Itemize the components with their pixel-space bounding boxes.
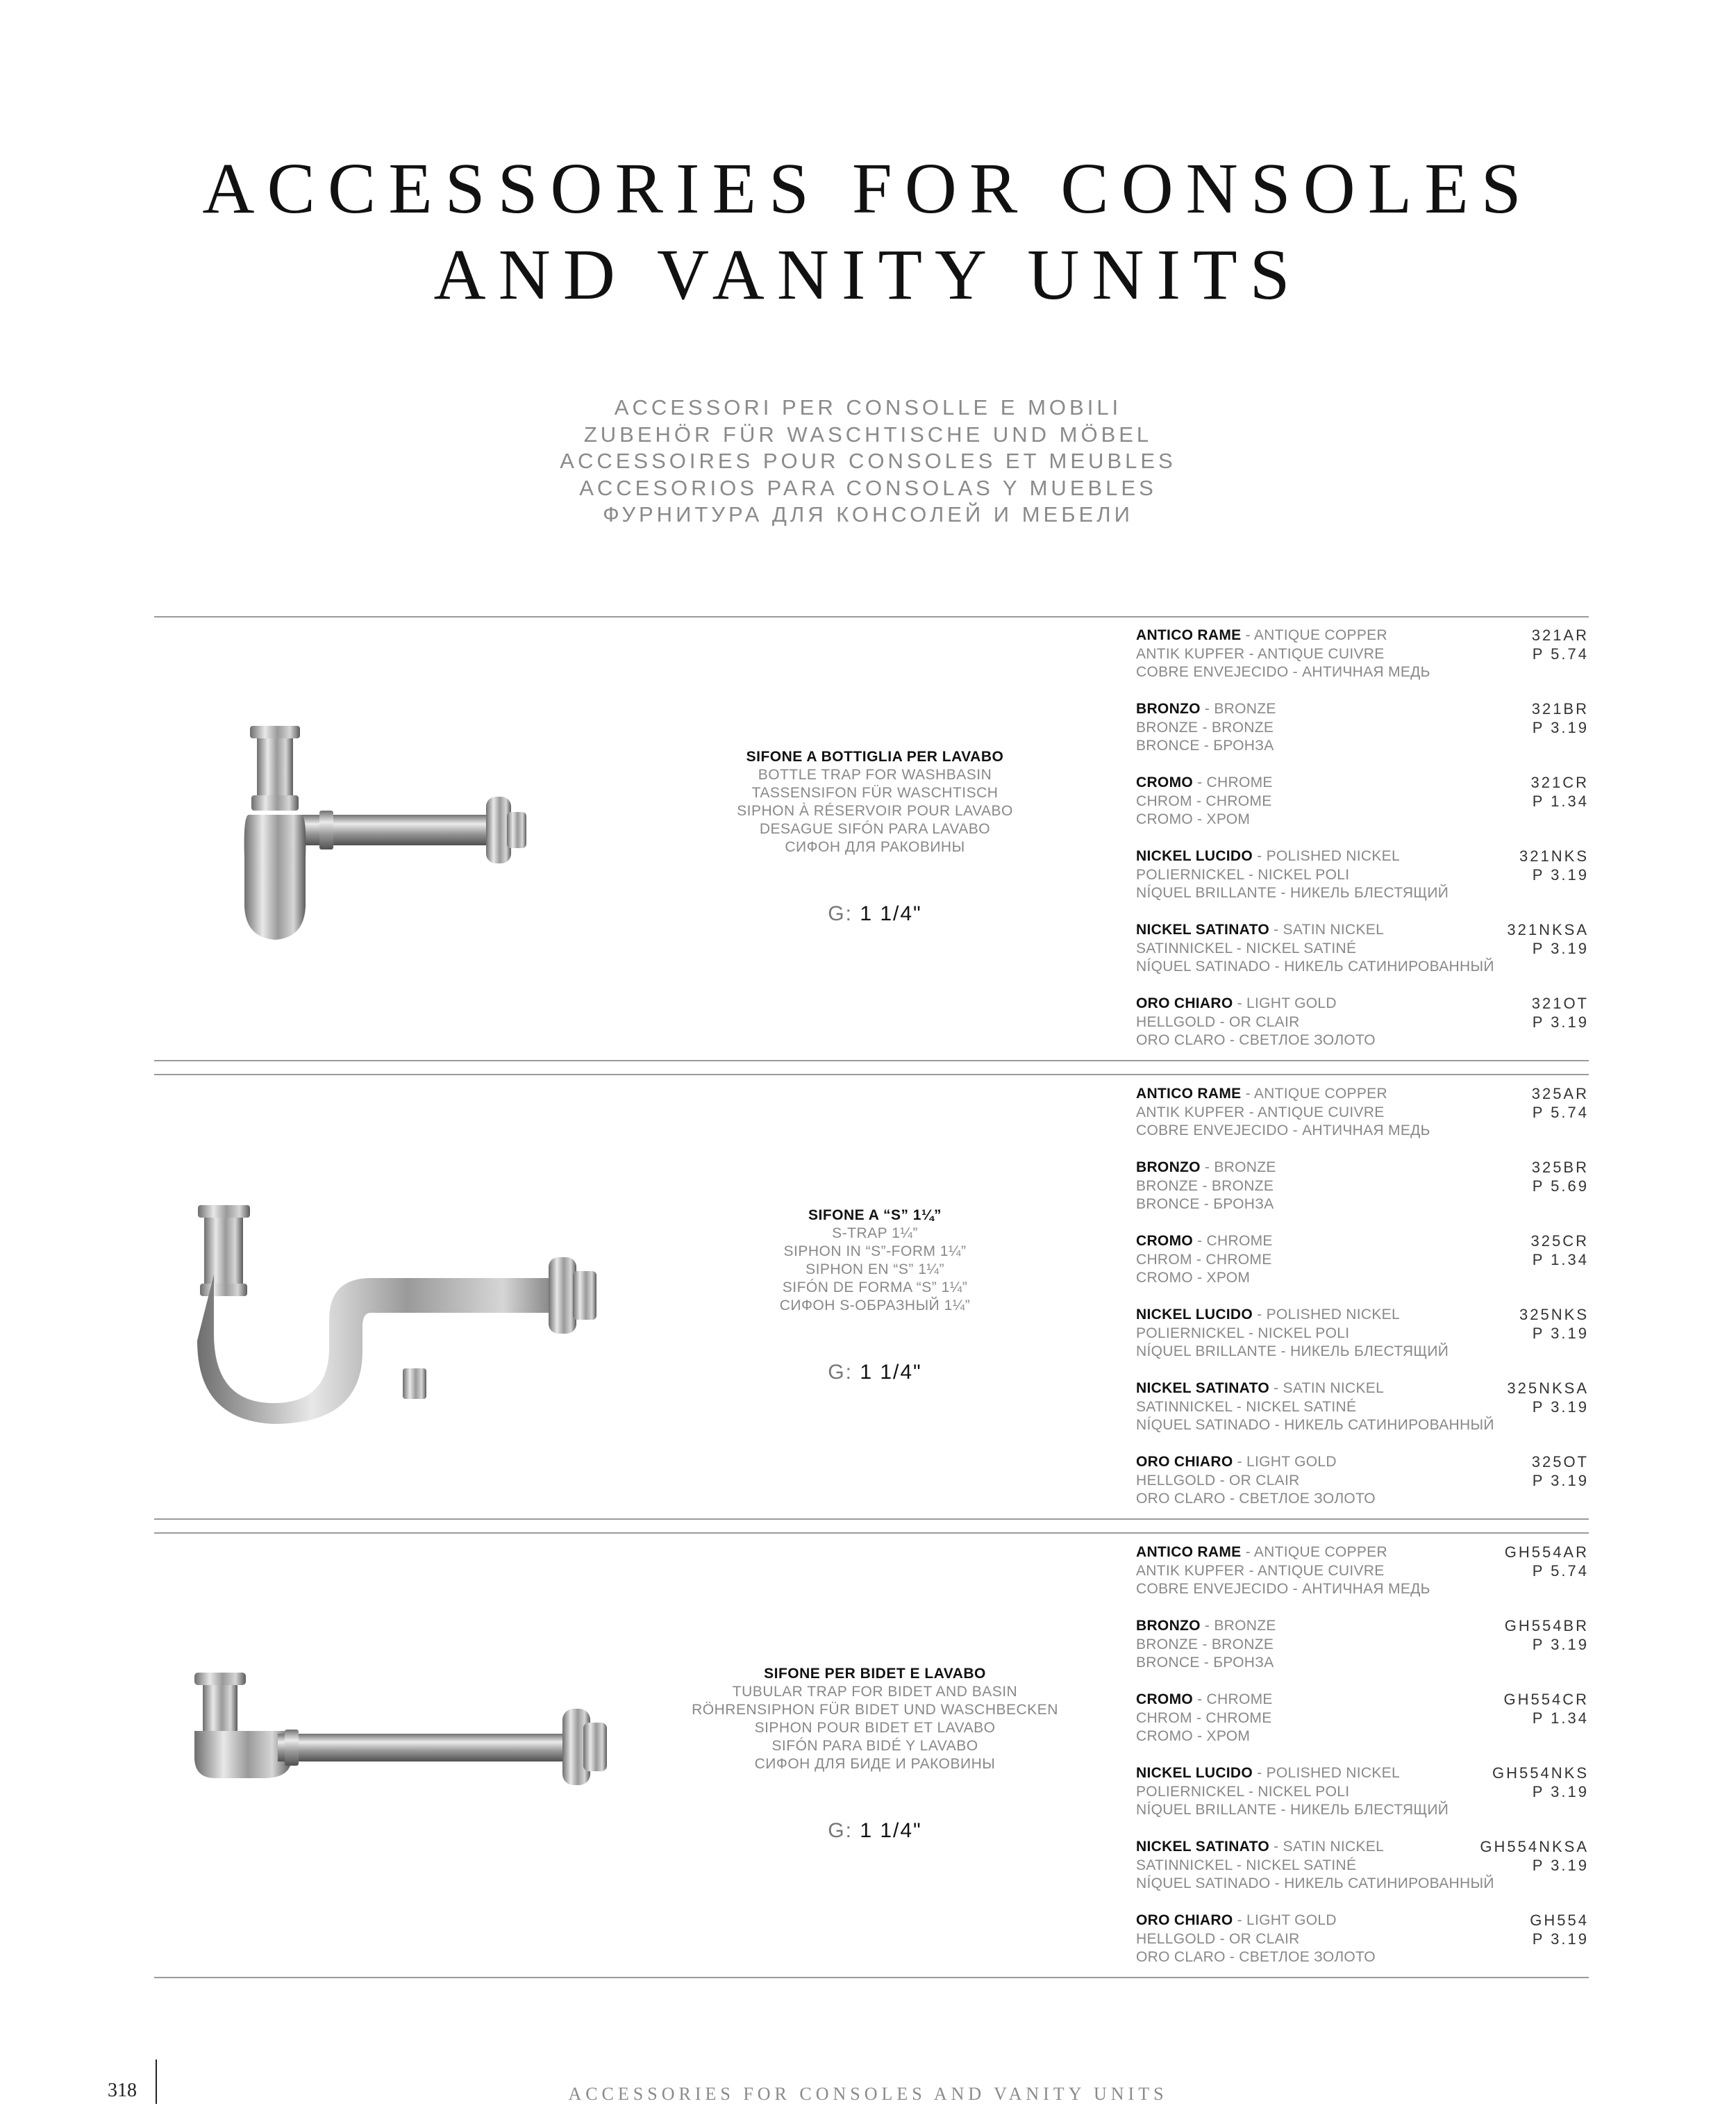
price: P 3.19 xyxy=(1532,1324,1589,1342)
finish-row: BRONZO - BRONZE BRONZE - BRONZE BRONCE - БРОНЗА GH554BR P 3.19 xyxy=(1136,1617,1589,1671)
product-translation: СИФОН S-ОБРАЗНЫЙ 1¼” xyxy=(779,1298,971,1313)
product-translation: TUBULAR TRAP FOR BIDET AND BASIN xyxy=(732,1684,1018,1700)
product-code: 325BR xyxy=(1531,1159,1589,1176)
finish-row: NICKEL SATINATO - SATIN NICKEL SATINNICKEL - NICKEL SATINÉ NÍQUEL SATINADO - НИКЕЛЬ САТИНИРОВАННЫЙ 321NKSA P 3.19 xyxy=(1136,921,1589,975)
product-code: 321OT xyxy=(1531,995,1589,1012)
product-code: 325NKS xyxy=(1519,1306,1589,1323)
product-name: SIFONE A BOTTIGLIA PER LAVABO xyxy=(746,749,1004,765)
finish-row: NICKEL SATINATO - SATIN NICKEL SATINNICKEL - NICKEL SATINÉ NÍQUEL SATINADO - НИКЕЛЬ САТИНИРОВАННЫЙ 325NKSA P 3.19 xyxy=(1136,1379,1589,1433)
divider xyxy=(154,1074,1589,1075)
product-translation: SIPHON EN “S” 1¼” xyxy=(806,1261,944,1277)
product-description xyxy=(646,1665,1104,1840)
product-code: 325CR xyxy=(1530,1232,1589,1250)
product-code: GH554NKS xyxy=(1492,1764,1589,1782)
divider xyxy=(154,1977,1589,1978)
price: P 5.74 xyxy=(1532,1103,1589,1121)
tubular-trap-image xyxy=(187,1667,618,1792)
subtitle-it: ACCESSORI PER CONSOLLE E MOBILI xyxy=(614,395,1122,420)
finish-row: NICKEL LUCIDO - POLISHED NICKEL POLIERNICKEL - NICKEL POLI NÍQUEL BRILLANTE - НИКЕЛЬ БЛЕСТЯЩИЙ 325NKS P 3.19 xyxy=(1136,1306,1589,1359)
product-code: 321CR xyxy=(1530,774,1589,791)
subtitle-translations xyxy=(0,395,1736,529)
product-translation: SIFÓN PARA BIDÉ Y LAVABO xyxy=(771,1738,978,1754)
price: P 3.19 xyxy=(1532,1856,1589,1874)
finish-row: ANTICO RAME - ANTIQUE COPPER ANTIK KUPFER - ANTIQUE CUIVRE COBRE ENVEJECIDO - АНТИЧНАЯ МЕДЬ GH554AR P 5.74 xyxy=(1136,1543,1589,1597)
finish-row: ANTICO RAME - ANTIQUE COPPER ANTIK KUPFER - ANTIQUE CUIVRE COBRE ENVEJECIDO - АНТИЧНАЯ МЕДЬ 321AR P 5.74 xyxy=(1136,627,1589,680)
finish-row: CROMO - CHROME CHROM - CHROME CROMO - ХРОМ 325CR P 1.34 xyxy=(1136,1232,1589,1286)
finish-row: ORO CHIARO - LIGHT GOLD HELLGOLD - OR CLAIR ORO CLARO - СВЕТЛОЕ ЗОЛОТО 321OT P 3.19 xyxy=(1136,995,1589,1048)
page-number: 318 xyxy=(108,2080,137,2101)
product-name: SIFONE A “S” 1¼” xyxy=(808,1207,942,1223)
divider xyxy=(154,1532,1589,1534)
product-translation: СИФОН ДЛЯ БИДЕ И РАКОВИНЫ xyxy=(754,1756,996,1772)
finish-row: BRONZO - BRONZE BRONZE - BRONZE BRONCE - БРОНЗА 325BR P 5.69 xyxy=(1136,1159,1589,1212)
price: P 3.19 xyxy=(1532,1635,1589,1653)
product-code: 321AR xyxy=(1531,627,1589,644)
product-code: GH554 xyxy=(1530,1912,1589,1929)
price: P 3.19 xyxy=(1532,865,1589,884)
divider xyxy=(154,1060,1589,1061)
subtitle-fr: ACCESSOIRES POUR CONSOLES ET MEUBLES xyxy=(560,449,1176,473)
subtitle-de: ZUBEHÖR FÜR WASCHTISCHE UND MÖBEL xyxy=(583,422,1153,447)
price: P 3.19 xyxy=(1532,1471,1589,1489)
footer-title: ACCESSORIES FOR CONSOLES AND VANITY UNITS xyxy=(568,2084,1168,2104)
finish-row: ANTICO RAME - ANTIQUE COPPER ANTIK KUPFER - ANTIQUE CUIVRE COBRE ENVEJECIDO - АНТИЧНАЯ МЕДЬ 325AR P 5.74 xyxy=(1136,1085,1589,1138)
finish-row: CROMO - CHROME CHROM - CHROME CROMO - ХРОМ 321CR P 1.34 xyxy=(1136,774,1589,827)
price: P 3.19 xyxy=(1532,1013,1589,1031)
finish-row: NICKEL LUCIDO - POLISHED NICKEL POLIERNICKEL - NICKEL POLI NÍQUEL BRILLANTE - НИКЕЛЬ БЛЕСТЯЩИЙ 321NKS P 3.19 xyxy=(1136,847,1589,901)
price: P 3.19 xyxy=(1532,1398,1589,1416)
finish-row: ORO CHIARO - LIGHT GOLD HELLGOLD - OR CLAIR ORO CLARO - СВЕТЛОЕ ЗОЛОТО 325OT P 3.19 xyxy=(1136,1453,1589,1507)
product-code: GH554NKSA xyxy=(1480,1838,1589,1855)
product-code: 325AR xyxy=(1531,1085,1589,1102)
product-translation: СИФОН ДЛЯ РАКОВИНЫ xyxy=(785,839,965,855)
price: P 5.74 xyxy=(1532,1561,1589,1580)
finish-row: CROMO - CHROME CHROM - CHROME CROMO - ХРОМ GH554CR P 1.34 xyxy=(1136,1691,1589,1744)
page-title-line-1: ACCESSORIES FOR CONSOLES xyxy=(202,149,1534,229)
product-description xyxy=(646,1207,1104,1382)
price: P 3.19 xyxy=(1532,1930,1589,1948)
price: P 5.74 xyxy=(1532,645,1589,663)
thread-size: G: 1 1/4" xyxy=(828,1361,922,1384)
product-code: GH554BR xyxy=(1504,1617,1589,1634)
page-title-line-2: AND VANITY UNITS xyxy=(433,235,1303,315)
price: P 1.34 xyxy=(1532,792,1589,810)
divider xyxy=(154,616,1589,617)
thread-size: G: 1 1/4" xyxy=(828,1819,922,1842)
s-trap-image xyxy=(194,1202,618,1445)
product-code: 321NKSA xyxy=(1507,921,1589,938)
price: P 1.34 xyxy=(1532,1250,1589,1268)
product-description xyxy=(646,748,1104,923)
product-code: 325NKSA xyxy=(1507,1379,1589,1397)
product-code: 325OT xyxy=(1531,1453,1589,1470)
product-code: 321NKS xyxy=(1519,847,1589,865)
page-title xyxy=(0,146,1736,318)
product-code: GH554CR xyxy=(1503,1691,1589,1708)
product-name: SIFONE PER BIDET E LAVABO xyxy=(764,1666,986,1682)
finish-row: BRONZO - BRONZE BRONZE - BRONZE BRONCE - БРОНЗА 321BR P 3.19 xyxy=(1136,700,1589,754)
price: P 3.19 xyxy=(1532,939,1589,957)
price: P 5.69 xyxy=(1532,1177,1589,1195)
bottle-trap-image xyxy=(236,719,556,948)
product-translation: SIPHON POUR BIDET ET LAVABO xyxy=(754,1720,996,1736)
thread-size: G: 1 1/4" xyxy=(828,902,922,925)
price: P 3.19 xyxy=(1532,1782,1589,1800)
finish-row: NICKEL SATINATO - SATIN NICKEL SATINNICKEL - NICKEL SATINÉ NÍQUEL SATINADO - НИКЕЛЬ САТИНИРОВАННЫЙ GH554NKSA P 3.19 xyxy=(1136,1838,1589,1891)
divider xyxy=(154,1518,1589,1520)
finish-row: ORO CHIARO - LIGHT GOLD HELLGOLD - OR CLAIR ORO CLARO - СВЕТЛОЕ ЗОЛОТО GH554 P 3.19 xyxy=(1136,1912,1589,1965)
product-translation: SIPHON À RÉSERVOIR POUR LAVABO xyxy=(737,803,1013,819)
product-translation: BOTTLE TRAP FOR WASHBASIN xyxy=(758,767,992,783)
product-translation: DESAGUE SIFÓN PARA LAVABO xyxy=(759,821,991,837)
product-code: GH554AR xyxy=(1504,1543,1589,1561)
price: P 3.19 xyxy=(1532,718,1589,736)
price: P 1.34 xyxy=(1532,1709,1589,1727)
product-translation: TASSENSIFON FÜR WASCHTISCH xyxy=(751,785,999,801)
product-translation: SIPHON IN “S”-FORM 1¼” xyxy=(783,1243,967,1259)
product-translation: SIFÓN DE FORMA “S” 1¼” xyxy=(782,1279,968,1295)
product-code: 321BR xyxy=(1531,700,1589,718)
finish-row: NICKEL LUCIDO - POLISHED NICKEL POLIERNICKEL - NICKEL POLI NÍQUEL BRILLANTE - НИКЕЛЬ БЛЕСТЯЩИЙ GH554NKS P 3.19 xyxy=(1136,1764,1589,1818)
subtitle-es: ACCESORIOS PARA CONSOLAS Y MUEBLES xyxy=(579,475,1157,500)
product-translation: S-TRAP 1¼” xyxy=(832,1225,918,1241)
subtitle-ru: ФУРНИТУРА ДЛЯ КОНСОЛЕЙ И МЕБЕЛИ xyxy=(603,502,1133,527)
product-translation: RÖHRENSIPHON FÜR BIDET UND WASCHBECKEN xyxy=(692,1702,1058,1718)
